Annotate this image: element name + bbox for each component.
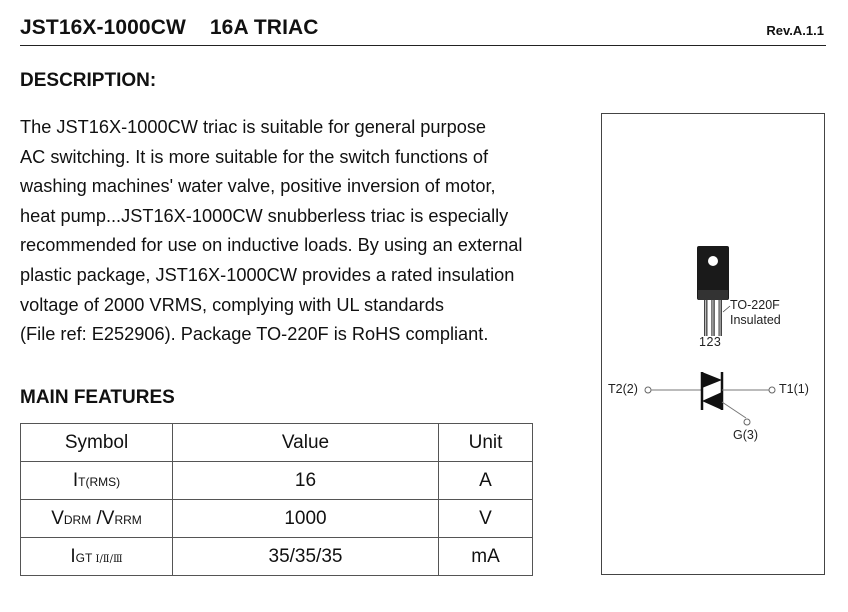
package-base bbox=[698, 290, 728, 300]
value-cell: 16 bbox=[173, 462, 439, 500]
table-row bbox=[21, 462, 533, 500]
symbol-cell: VDRM /VRRM bbox=[21, 500, 173, 538]
column-header-symbol: Symbol bbox=[21, 424, 173, 462]
package-label: TO-220F Insulated bbox=[730, 298, 781, 327]
device-type: 16A TRIAC bbox=[209, 16, 319, 39]
description-line: AC switching. It is more suitable for the switch functions of bbox=[20, 146, 489, 167]
terminal-g-node bbox=[744, 419, 750, 425]
column-header-value: Value bbox=[173, 424, 439, 462]
table-header-row bbox=[21, 424, 533, 462]
revision-label: Rev.A.1.1 bbox=[766, 23, 824, 38]
part-number: JST16X-1000CW bbox=[20, 16, 186, 39]
description-text bbox=[20, 113, 600, 350]
pin-numbers: 123 bbox=[699, 335, 722, 349]
package-figure bbox=[601, 113, 825, 575]
symbol-cell: IGT Ⅰ/Ⅱ/Ⅲ bbox=[21, 538, 173, 576]
description-line: recommended for use on inductive loads. By using an external bbox=[20, 235, 523, 256]
table-row bbox=[21, 538, 533, 576]
terminal-t1-node bbox=[769, 387, 775, 393]
unit-cell: A bbox=[439, 462, 533, 500]
description-line: washing machines' water valve, positive inversion of motor, bbox=[20, 176, 496, 197]
to220f-package-icon bbox=[697, 246, 730, 336]
page-header bbox=[20, 16, 826, 46]
description-line: (File ref: E252906). Package TO-220F is RoHS compliant. bbox=[20, 324, 489, 345]
triac-symbol-icon bbox=[645, 372, 775, 425]
terminal-t2-node bbox=[645, 387, 651, 393]
value-cell: 35/35/35 bbox=[173, 538, 439, 576]
column-header-unit: Unit bbox=[439, 424, 533, 462]
unit-cell: mA bbox=[439, 538, 533, 576]
mounting-hole bbox=[708, 256, 718, 266]
table-row bbox=[21, 500, 533, 538]
description-line: voltage of 2000 VRMS, complying with UL standards bbox=[20, 294, 444, 315]
main-features-table bbox=[20, 423, 533, 576]
symbol-cell: IT(RMS) bbox=[21, 462, 173, 500]
features-heading: MAIN FEATURES bbox=[20, 387, 175, 408]
terminal-t2-label: T2(2) bbox=[608, 382, 638, 396]
description-line: plastic package, JST16X-1000CW provides a rated insulation bbox=[20, 264, 515, 285]
terminal-g-label: G(3) bbox=[733, 428, 758, 442]
value-cell: 1000 bbox=[173, 500, 439, 538]
unit-cell: V bbox=[439, 500, 533, 538]
terminal-t1-label: T1(1) bbox=[779, 382, 809, 396]
description-line: heat pump...JST16X-1000CW snubberless triac is especially bbox=[20, 205, 509, 226]
description-heading: DESCRIPTION: bbox=[20, 70, 157, 91]
document-title bbox=[20, 16, 319, 40]
description-line: The JST16X-1000CW triac is suitable for general purpose bbox=[20, 117, 487, 137]
